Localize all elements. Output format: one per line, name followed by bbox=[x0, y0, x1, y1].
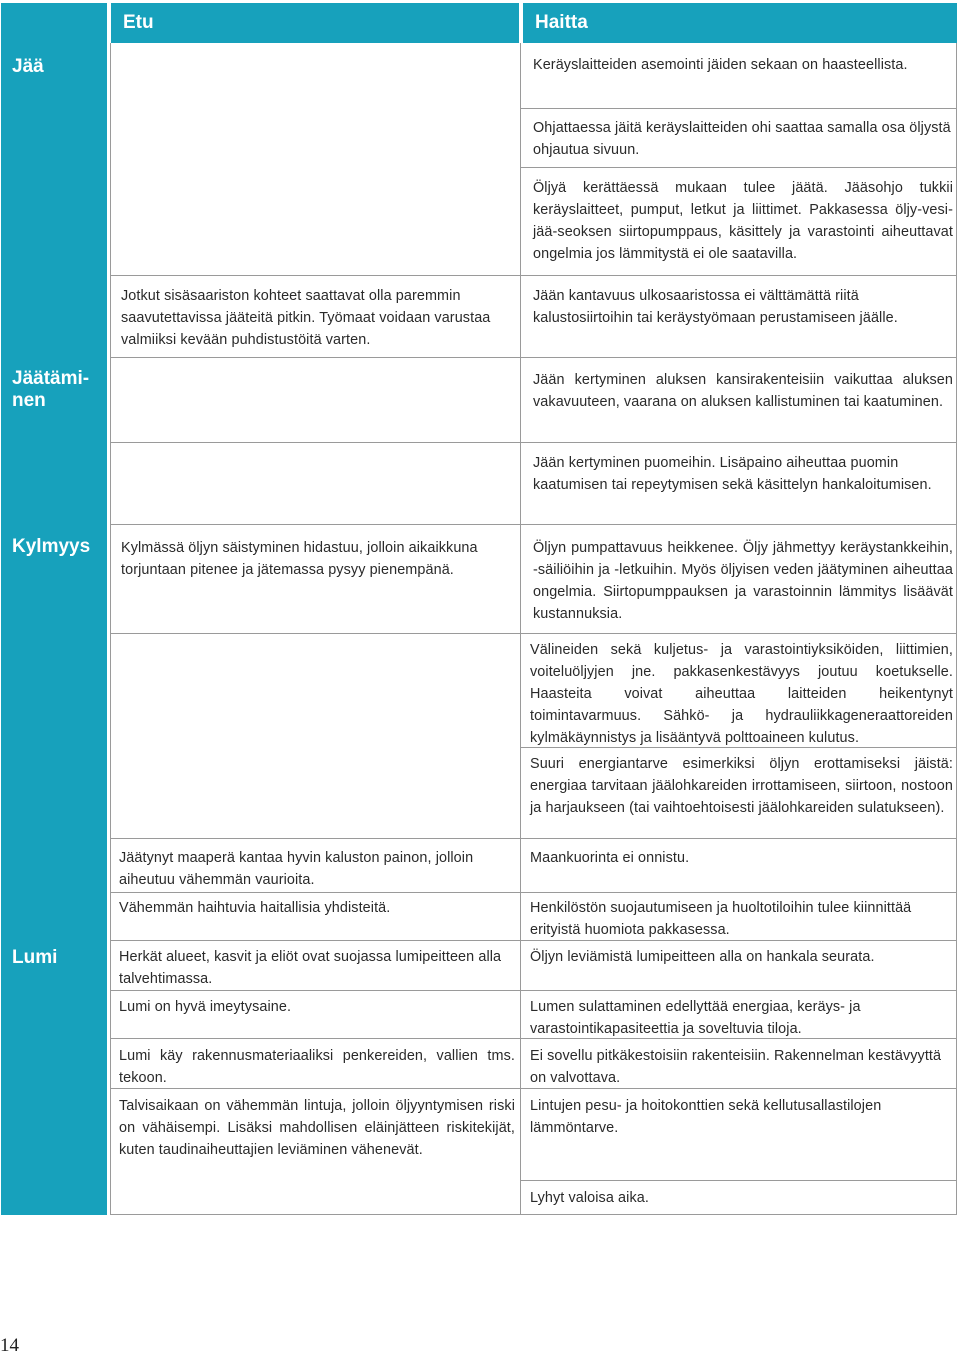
cell-text: Ohjattaessa jäitä keräyslaitteiden ohi saattaa samalla osa öljystä ohjautua sivuun. bbox=[533, 120, 951, 158]
snow-pro-2 bbox=[111, 994, 519, 1038]
grid-line bbox=[520, 275, 957, 276]
snow-con-2 bbox=[523, 994, 957, 1038]
snow-con-5 bbox=[523, 1185, 957, 1214]
grid-line bbox=[520, 357, 957, 358]
ice-con-4 bbox=[523, 283, 957, 357]
grid-line bbox=[110, 442, 521, 443]
category-icing: Jäätämi- nen bbox=[12, 368, 90, 411]
cold-con-5 bbox=[523, 895, 957, 940]
grid-line bbox=[520, 892, 957, 893]
cell-text: Maankuorinta ei onnistu. bbox=[530, 850, 690, 866]
icing-con-2 bbox=[523, 450, 957, 524]
cold-con-2 bbox=[523, 637, 957, 747]
snow-con-1 bbox=[523, 944, 957, 990]
grid-line bbox=[110, 275, 521, 276]
cell-text: Kylmässä öljyn säistyminen hidastuu, jolloin aikaikkuna torjuntaan pitenee ja jätemassa pysyy pienempänä. bbox=[121, 540, 478, 578]
cell-text: Öljyn pumpattavuus heikkenee. Öljy jähmettyy keräystankkeihin, -säiliöihin ja -letkuihin. Myös öljyisen veden jäätyminen aiheuttaa ongelmia. Siirtopumppauksen ja varastoinnin lämmitys lisäävät kustannuksia. bbox=[533, 540, 953, 622]
grid-line bbox=[110, 1214, 957, 1215]
header-pro: Etu bbox=[111, 3, 519, 43]
snow-pro-4 bbox=[111, 1093, 519, 1214]
grid-line bbox=[110, 357, 521, 358]
ice-con-1 bbox=[523, 52, 957, 108]
cell-text: Lumi on hyvä imeytysaine. bbox=[119, 999, 292, 1015]
cell-text: Lintujen pesu- ja hoitokonttien sekä kellutusallastilojen lämmöntarve. bbox=[530, 1098, 882, 1136]
grid-line bbox=[110, 990, 521, 991]
cold-con-4 bbox=[523, 845, 957, 892]
snow-pro-1 bbox=[111, 944, 519, 990]
grid-line bbox=[110, 940, 521, 941]
cell-text: Jään kantavuus ulkosaaristossa ei välttämättä riitä kalustosiirtoihin tai keräystyömaan perustamiseen jäälle. bbox=[533, 288, 898, 326]
cell-text: Lumi käy rakennusmateriaaliksi penkereiden, vallien tms. tekoon. bbox=[119, 1048, 515, 1086]
grid-line bbox=[110, 1038, 521, 1039]
category-ice: Jää bbox=[12, 56, 44, 77]
cell-text: Jään kertyminen puomeihin. Lisäpaino aiheuttaa puomin kaatumisen tai repeytymisen sekä käsittelyn hankaloitumisen. bbox=[533, 455, 932, 493]
grid-line bbox=[520, 108, 957, 109]
grid-line bbox=[520, 442, 957, 443]
cell-text: Vähemmän haihtuvia haitallisia yhdisteitä. bbox=[119, 900, 391, 916]
cell-text: Jotkut sisäsaariston kohteet saattavat olla paremmin saavutettavissa jääteitä pitkin. Työmaat voidaan varustaa valmiiksi kevään puhdistustöitä varten. bbox=[121, 288, 491, 348]
snow-pro-3 bbox=[111, 1043, 519, 1088]
cell-text: Jään kertyminen aluksen kansirakenteisiin vaikuttaa aluksen vakavuuteen, vaarana on aluksen kallistuminen tai kaatuminen. bbox=[533, 372, 953, 410]
cell-text: Öljyä kerättäessä mukaan tulee jäätä. Jääsohjo tukkii keräyslaitteet, pumput, letkut ja liittimet. Pakkasessa öljy-vesi-jää-seoksen siirtopumppaus, käsittely ja varastointi aiheuttavat ongelmia jos lämmitystä ei ole saatavilla. bbox=[533, 180, 953, 262]
grid-line bbox=[520, 43, 521, 1215]
category-column bbox=[1, 3, 107, 1215]
cell-text: Lyhyt valoisa aika. bbox=[530, 1190, 649, 1206]
ice-pro-1 bbox=[111, 283, 519, 357]
cell-text: Herkät alueet, kasvit ja eliöt ovat suojassa lumipeitteen alla talvehtimassa. bbox=[119, 949, 502, 987]
cold-pro-2 bbox=[111, 845, 519, 892]
cell-text: Talvisaikaan on vähemmän lintuja, jolloin öljyyntymisen riski on vähäisempi. Lisäksi mahdollisen eläinjätteen riskitekijät, kuten taudinaiheuttajien leviäminen vähenevät. bbox=[119, 1098, 515, 1158]
cell-text: Keräyslaitteiden asemointi jäiden sekaan on haasteellista. bbox=[533, 57, 908, 73]
cold-pro-1 bbox=[111, 535, 519, 633]
cell-text: Öljyn leviämistä lumipeitteen alla on hankala seurata. bbox=[530, 949, 875, 965]
cell-text: Välineiden sekä kuljetus- ja varastointiyksiköiden, liittimien, voiteluöljyjen jne. pakkasenkestävyys joutuu koetukselle. Haasteita voivat aiheuttaa laitteiden heikentynyt toimintavarmuus. Sähkö- ja hydrauliikkageneraattoreiden kylmäkäynnistys ja lisääntyvä polttoaineen kulutus. bbox=[530, 642, 953, 746]
grid-line bbox=[110, 633, 521, 634]
header-con: Haitta bbox=[523, 3, 957, 43]
grid-line bbox=[520, 838, 957, 839]
cell-text: Ei sovellu pitkäkestoisiin rakenteisiin. Rakennelman kestävyyttä on valvottava. bbox=[530, 1048, 942, 1086]
cell-text: Henkilöstön suojautumiseen ja huoltotiloihin tulee kiinnittää erityistä huomiota pakkasessa. bbox=[530, 900, 912, 938]
grid-line bbox=[520, 167, 957, 168]
ice-con-3 bbox=[523, 175, 957, 275]
page-number: 14 bbox=[0, 1335, 19, 1356]
cold-pro-3 bbox=[111, 895, 519, 940]
grid-line bbox=[110, 892, 521, 893]
snow-con-4 bbox=[523, 1093, 957, 1180]
cold-con-1 bbox=[523, 535, 957, 633]
category-snow: Lumi bbox=[12, 947, 58, 968]
grid-line bbox=[520, 524, 957, 525]
cell-text: Suuri energiantarve esimerkiksi öljyn erottamiseksi jäistä: energiaa tarvitaan jäälohkareiden irrottamiseen, siirtoon, nostoon ja harjaukseen (tai vaihtoehtoisesti jäälohkareiden sulatukseen). bbox=[530, 756, 953, 816]
icing-con-1 bbox=[523, 367, 957, 442]
cell-text: Lumen sulattaminen edellyttää energiaa, keräys- ja varastointikapasiteettia ja soveltuvia tiloja. bbox=[530, 999, 861, 1037]
grid-line bbox=[520, 633, 957, 634]
snow-con-3 bbox=[523, 1043, 957, 1088]
grid-line bbox=[110, 524, 521, 525]
cold-con-3 bbox=[523, 751, 957, 838]
category-cold: Kylmyys bbox=[12, 536, 91, 557]
ice-con-2 bbox=[523, 115, 957, 167]
cell-text: Jäätynyt maaperä kantaa hyvin kaluston painon, jolloin aiheutuu vähemmän vaurioita. bbox=[119, 850, 474, 888]
grid-line bbox=[110, 838, 521, 839]
grid-line bbox=[520, 990, 957, 991]
grid-line bbox=[520, 1180, 957, 1181]
